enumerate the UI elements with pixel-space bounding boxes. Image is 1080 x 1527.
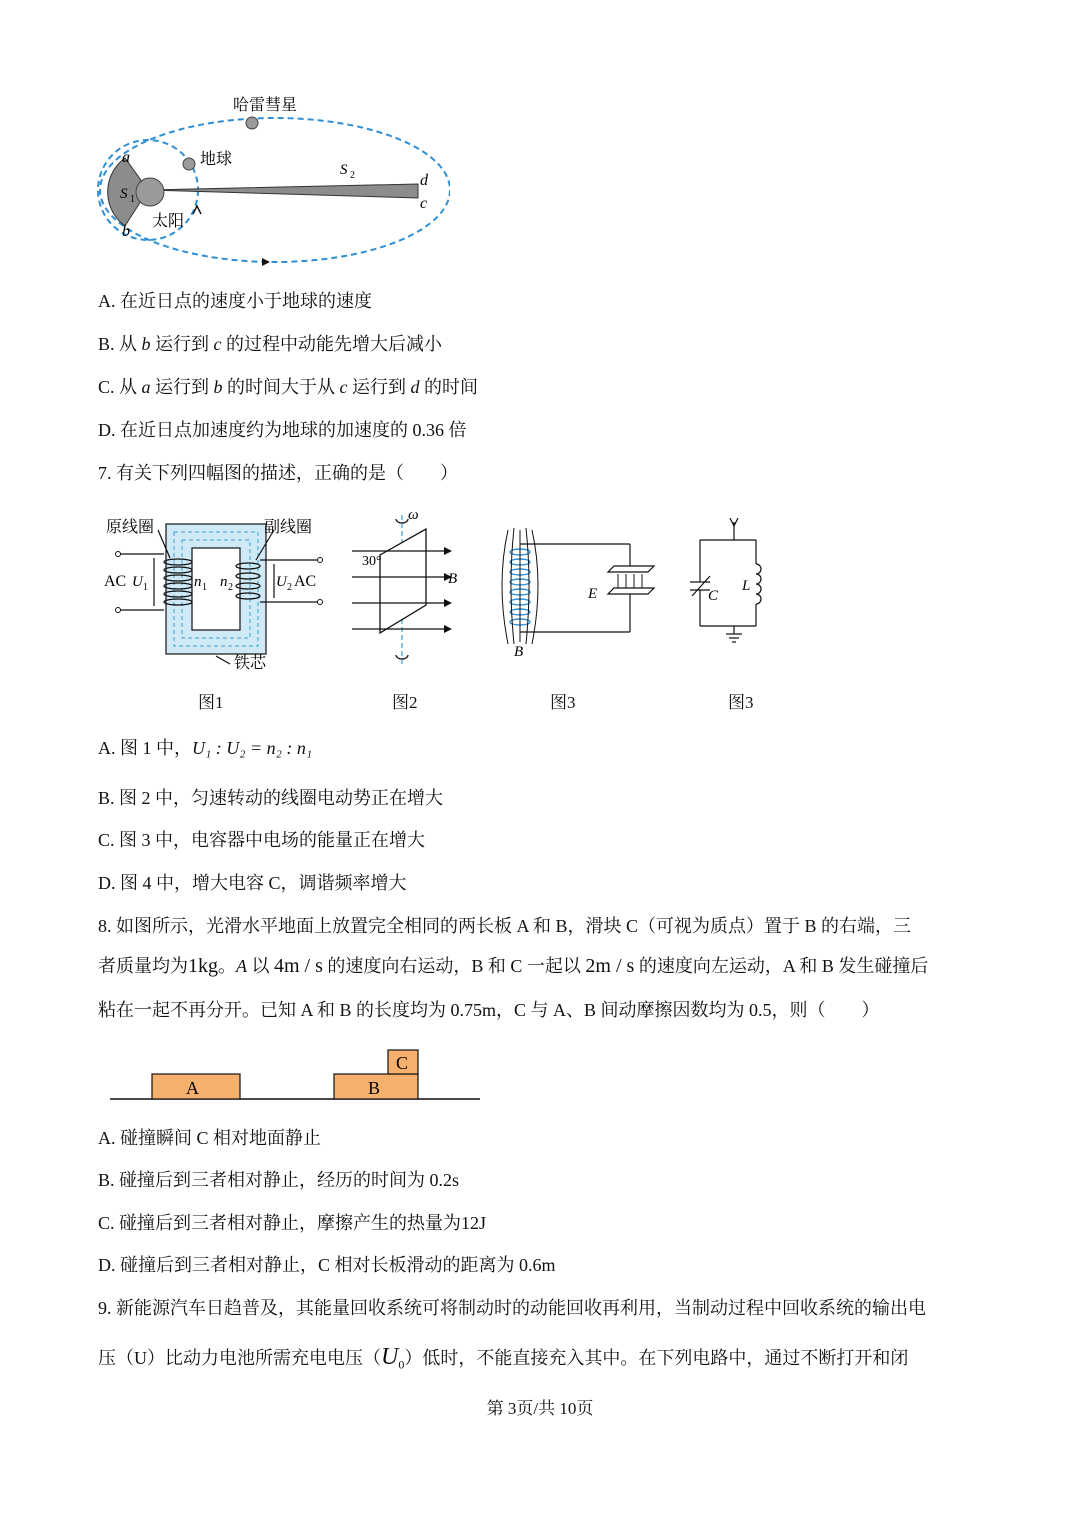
field-b-label: B [448,571,458,587]
block-c-label: C [396,1053,409,1073]
q8-blocks-figure [110,1046,490,1106]
n1-sub-label: 1 [202,582,207,593]
u2-sub-label: 2 [287,582,292,593]
q6-option-d: D. 在近日点加速度约为地球的加速度的 0.36 倍 [98,420,467,440]
ac-right-label: AC [294,573,317,590]
capacitor-plates [608,566,654,594]
s1-label: S [120,186,128,202]
u1-sub-label: 1 [143,582,148,593]
point-b-label: b [122,223,130,240]
primary-coil-label: 原线圈 [106,519,155,536]
angle-label: 30° [362,554,382,569]
q7-figure-4-tuning-circuit [690,518,780,648]
q6-option-a: A. 在近日点的速度小于地球的速度 [98,291,372,311]
q7-option-a: A. 图 1 中，U₁ : U₂ = n₂ : n₁ [98,738,313,758]
q7-stem: 7. 有关下列四幅图的描述，正确的是（ ） [98,463,458,483]
q9-stem-line-2: 压（U）比动力电池所需充电电压$(U_0)$低时，不能直接充入其中。在下列电路中，通过不断打开和闭 [98,1344,909,1372]
coil-plane [380,529,426,633]
n1-label: n [194,574,202,590]
sun-icon [136,178,164,206]
q8-option-c: C. 碰撞后到三者相对静止，摩擦产生的热量为12J [98,1213,487,1233]
u1-label: U [132,574,143,590]
field-arrow-icon [444,547,452,633]
q9-stem-line-1: 9. 新能源汽车日趋普及，其能量回收系统可将制动时的动能回收再利用，当制动过程中回收系统的输出电 [98,1298,926,1318]
terminal-icon [318,600,323,605]
point-a-label: a [122,149,130,166]
q7-option-d: D. 图 4 中，增大电容 C，调谐频率增大 [98,873,407,893]
fig1-caption: 图1 [198,693,224,712]
u2-label: U [276,574,287,590]
point-d-label: d [420,172,428,189]
q8-stem-line-1: 8. 如图所示，光滑水平地面上放置完全相同的两长板 A 和 B，滑块 C（可视为质点）置于 B 的右端，三 [98,916,912,936]
s2-sub-label: 2 [350,170,355,181]
bfield-label: B [514,644,524,660]
inductor-l-label: L [742,578,751,594]
efield-arrow-icon [618,574,642,588]
q6-option-c: C. 从 a 运行到 b 的时间大于从 c 运行到 d 的时间 [98,377,479,397]
earth-icon [183,158,195,170]
fig4-caption: 图3 [728,693,754,712]
terminal-icon [116,608,121,613]
comet-orbit-arrow-icon [262,258,270,266]
fig3-caption: 图3 [550,693,576,712]
inductor-icon [756,564,761,604]
sun-label: 太阳 [152,213,185,230]
q8-option-b: B. 碰撞后到三者相对静止，经历的时间为 0.2s [98,1170,460,1190]
q7-option-b: B. 图 2 中，匀速转动的线圈电动势正在增大 [98,788,444,808]
q7-formula: U₁ : U₂ = n₂ : n₁ [192,738,313,758]
q7-figure-3-lc-circuit [498,522,668,662]
block-a-label: A [186,1078,199,1098]
q7-figure-2-rotating-coil [340,505,470,675]
q6-option-b: B. 从 b 运行到 c 的过程中动能先增大后减小 [98,334,443,354]
fig2-caption: 图2 [392,693,418,712]
q7-option-c: C. 图 3 中，电容器中电场的能量正在增大 [98,830,426,850]
page-footer: 第 3页/共 10页 [486,1399,594,1418]
efield-label: E [588,586,598,602]
q8-option-d: D. 碰撞后到三者相对静止，C 相对长板滑动的距离为 0.6m [98,1255,556,1275]
comet-orbit-figure [90,88,450,278]
comet-icon [246,117,258,129]
q7-figure-1-transformer [98,510,338,680]
capacitor-c-label: C [708,588,719,604]
terminal-icon [318,558,323,563]
terminal-icon [116,552,121,557]
secondary-coil-label: 副线圈 [264,519,313,536]
n2-label: n [220,574,228,590]
block-b-label: B [368,1078,381,1098]
q8-option-a: A. 碰撞瞬间 C 相对地面静止 [98,1128,322,1148]
magnetic-field-lines [502,528,538,644]
ac-left-label: AC [104,573,127,590]
s1-sub-label: 1 [130,194,135,205]
s2-label: S [340,162,348,178]
omega-label: ω [408,507,419,523]
q8-stem-line-2: 者质量均为1kg。A 以 4m / s 的速度向右运动，B 和 C 一起以 2m / s 的速度向左运动，A 和 B 发生碰撞后 [98,955,929,977]
n2-sub-label: 2 [228,582,233,593]
sector-s2 [148,184,418,198]
q8-stem-line-3: 粘在一起不再分开。已知 A 和 B 的长度均为 0.75m，C 与 A、B 间动摩擦因数均为 0.5，则（ ） [98,1000,880,1020]
earth-label: 地球 [200,151,233,168]
comet-label: 哈雷彗星 [233,97,298,114]
iron-core-label: 铁芯 [234,655,267,672]
point-c-label: c [420,195,428,212]
